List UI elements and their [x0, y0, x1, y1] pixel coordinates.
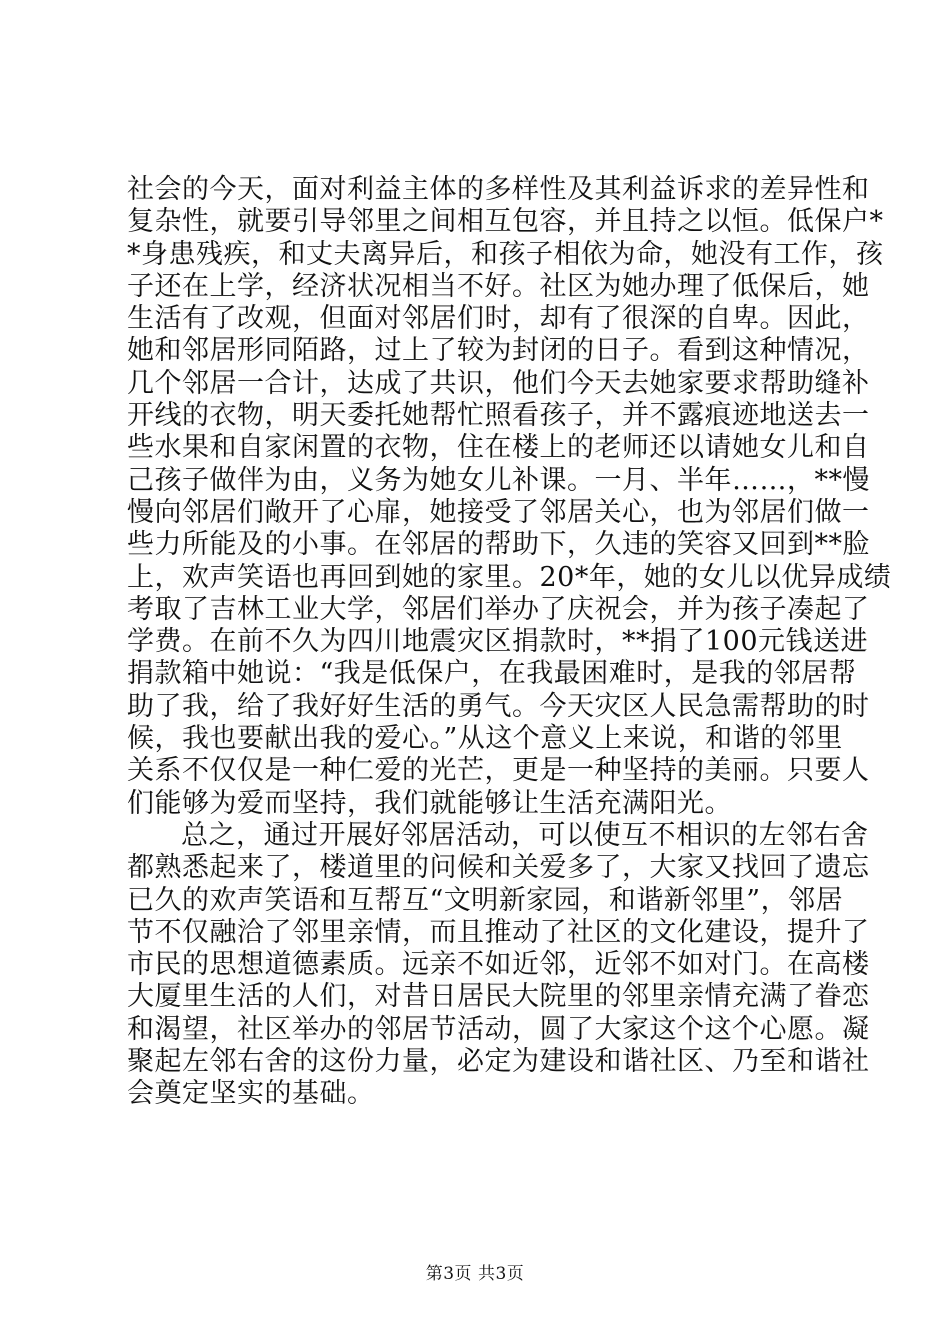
text-line: 节不仅融洽了邻里亲情，而且推动了社区的文化建设，提升了: [127, 916, 870, 948]
document-body: [127, 174, 892, 1111]
text-line: 考取了吉林工业大学，邻居们举办了庆祝会，并为孩子凑起了: [127, 593, 870, 625]
text-line: 聚起左邻右舍的这份力量，必定为建设和谐社区、乃至和谐社: [127, 1046, 870, 1078]
text-line: 捐款箱中她说：“我是低保户，在我最困难时，是我的邻居帮: [127, 658, 857, 690]
text-line: 都熟悉起来了，楼道里的问候和关爱多了，大家又找回了遗忘: [127, 852, 870, 884]
text-line: 社会的今天，面对利益主体的多样性及其利益诉求的差异性和: [127, 174, 870, 205]
text-line: 总之，通过开展好邻居活动，可以使互不相识的左邻右舍: [181, 819, 869, 851]
paragraph-1: [127, 174, 892, 820]
text-line: 慢向邻居们敞开了心扉，她接受了邻居关心，也为邻居们做一: [127, 496, 870, 528]
text-line: 已久的欢声笑语和互帮互“文明新家园，和谐新邻里”，邻居: [127, 884, 844, 916]
text-line: 候，我也要献出我的爱心。”从这个意义上来说，和谐的邻里: [127, 723, 843, 755]
text-line: 和渴望，社区举办的邻居节活动，圆了大家这个这个心愿。凝: [127, 1013, 870, 1045]
text-line: 市民的思想道德素质。远亲不如近邻，近邻不如对门。在高楼: [127, 949, 870, 981]
text-line: 些力所能及的小事。在邻居的帮助下，久违的笑容又回到**脸: [127, 529, 870, 561]
text-line: 复杂性，就要引导邻里之间相互包容，并且持之以恒。低保户*: [127, 206, 884, 238]
text-line: 些水果和自家闲置的衣物，住在楼上的老师还以请她女儿和自: [127, 432, 870, 464]
text-line: 会奠定坚实的基础。: [127, 1078, 375, 1110]
text-line: 己孩子做伴为由，义务为她女儿补课。一月、半年……，**慢: [127, 464, 870, 496]
text-line: 关系不仅仅是一种仁爱的光芒，更是一种坚持的美丽。只要人: [127, 755, 870, 787]
text-line: 几个邻居一合计，达成了共识，他们今天去她家要求帮助缝补: [127, 367, 870, 399]
text-line: 大厦里生活的人们，对昔日居民大院里的邻里亲情充满了眷恋: [127, 981, 870, 1013]
text-line: 她和邻居形同陌路，过上了较为封闭的日子。看到这种情况，: [127, 335, 870, 367]
text-line: 上，欢声笑语也再回到她的家里。20*年，她的女儿以优异成绩: [127, 561, 892, 593]
text-line: 助了我，给了我好好生活的勇气。今天灾区人民急需帮助的时: [127, 690, 870, 722]
text-line: 子还在上学，经济状况相当不好。社区为她办理了低保后，她: [127, 270, 870, 302]
text-line: 们能够为爱而坚持，我们就能够让生活充满阳光。: [127, 787, 732, 819]
text-line: 学费。在前不久为四川地震灾区捐款时，**捐了100元钱送进: [127, 626, 869, 658]
text-line: 生活有了改观，但面对邻居们时，却有了很深的自卑。因此，: [127, 303, 870, 335]
paragraph-2: [127, 819, 870, 1111]
page-number-footer: 第3页 共3页: [425, 1264, 525, 1284]
text-line: *身患残疾，和丈夫离异后，和孩子相依为命，她没有工作，孩: [127, 238, 884, 270]
text-line: 开线的衣物，明天委托她帮忙照看孩子，并不露痕迹地送去一: [127, 400, 870, 432]
